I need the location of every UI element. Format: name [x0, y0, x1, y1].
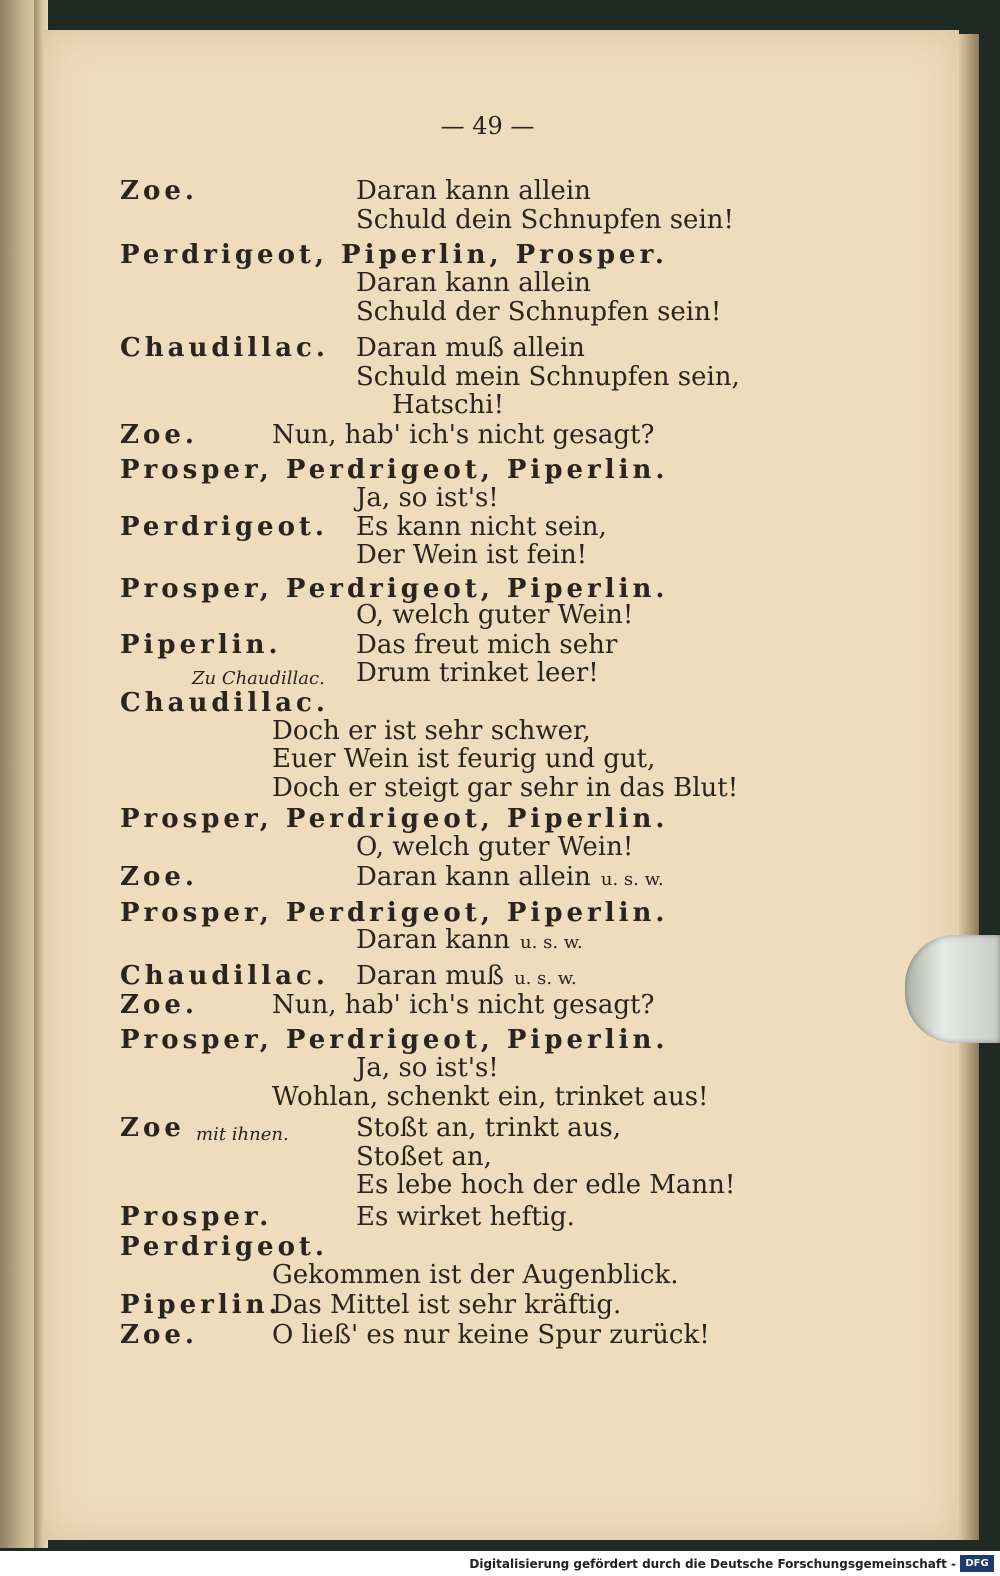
speaker-name: Zoe. [120, 1320, 198, 1350]
dialogue-line [356, 1202, 575, 1232]
speaker-name: Perdrigeot. [120, 512, 328, 542]
dialogue-text: Stoßt an, trinkt aus, [356, 1113, 622, 1143]
dialogue-text: Schuld dein Schnupfen sein! [356, 205, 734, 235]
dialogue-text: Daran muß allein [356, 333, 585, 363]
funding-credit: Digitalisierung gefördert durch die Deutsche Forschungsgemeinschaft - [469, 1557, 956, 1571]
dialogue-line [356, 658, 599, 688]
dialogue-line [356, 1053, 499, 1083]
footer-bar [0, 1551, 1000, 1576]
page-number: — 49 — [440, 112, 535, 140]
speaker-name: Zoe [120, 1113, 185, 1143]
dialogue-line [392, 390, 504, 420]
dialogue-line [356, 600, 633, 630]
dialogue-line [356, 862, 664, 895]
dialogue-text: Der Wein ist fein! [356, 540, 588, 570]
dialogue-line [356, 1142, 492, 1172]
dialogue-text: Ja, so ist's! [356, 1053, 499, 1083]
dialogue-text: Doch er ist sehr schwer, [272, 716, 591, 746]
page-stack-edge [959, 34, 979, 1540]
speaker-name: Zoe. [120, 862, 198, 892]
dialogue-text: Das freut mich sehr [356, 630, 618, 660]
dialogue-line [356, 483, 499, 513]
speaker-name: Prosper, Perdrigeot, Piperlin. [120, 574, 669, 604]
dialogue-line [272, 1320, 710, 1350]
speaker-name: Chaudillac. [120, 333, 329, 363]
dialogue-line [356, 630, 617, 660]
abbreviation: u. s. w. [600, 869, 664, 890]
dialogue-text: Schuld mein Schnupfen sein, [356, 362, 740, 392]
abbreviation: u. s. w. [514, 968, 577, 989]
dialogue-line [356, 333, 585, 363]
dialogue-line [356, 297, 721, 327]
dialogue-line [272, 990, 654, 1020]
dialogue-line [356, 176, 591, 206]
dialogue-line [356, 1170, 735, 1200]
speaker-name: Piperlin. [120, 1290, 282, 1320]
dialogue-text: Es wirket heftig. [356, 1202, 575, 1232]
dialogue-text: Drum trinket leer! [356, 658, 599, 688]
speaker-name: Chaudillac. [120, 961, 329, 991]
speaker-name: Piperlin. [120, 630, 282, 660]
dialogue-line [356, 540, 587, 570]
dialogue-line [272, 773, 738, 803]
dialogue-line [356, 205, 734, 235]
dialogue-text: Stoßet an, [356, 1142, 492, 1172]
dialogue-text: Daran kann allein [356, 176, 591, 206]
speaker-name: Perdrigeot, Piperlin, Prosper. [120, 240, 668, 270]
speaker-name: Zoe. [120, 420, 198, 450]
stage-direction-wrap [186, 1117, 289, 1150]
dialogue-text: Es lebe hoch der edle Mann! [356, 1170, 736, 1200]
speaker-name: Prosper, Perdrigeot, Piperlin. [120, 898, 669, 928]
stage-direction: Zu Chaudillac. [192, 668, 325, 689]
speaker-name: Prosper. [120, 1202, 273, 1232]
dialogue-text: Euer Wein ist feurig und gut, [272, 744, 656, 774]
dialogue-text: Doch er steigt gar sehr in das Blut! [272, 773, 739, 803]
abbreviation: u. s. w. [520, 932, 583, 953]
dialogue-text: Es kann nicht sein, [356, 512, 607, 542]
dialogue-text: Daran kann [356, 925, 511, 955]
dialogue-text: Schuld der Schnupfen sein! [356, 297, 722, 327]
dfg-logo-icon: DFG [960, 1555, 994, 1572]
speaker-name: Chaudillac. [120, 688, 329, 718]
dialogue-text: Wohlan, schenkt ein, trinket aus! [272, 1082, 709, 1112]
speaker-name: Prosper, Perdrigeot, Piperlin. [120, 804, 669, 834]
dialogue-text: Das Mittel ist sehr kräftig. [272, 1290, 622, 1320]
dialogue-line [356, 268, 591, 298]
speaker-name: Prosper, Perdrigeot, Piperlin. [120, 455, 669, 485]
dialogue-line [272, 420, 654, 450]
dialogue-line [356, 832, 633, 862]
speaker-name: Perdrigeot. [120, 1232, 328, 1262]
dialogue-line [356, 362, 740, 392]
dialogue-line [272, 744, 655, 774]
dialogue-text: O, welch guter Wein! [356, 600, 634, 630]
speaker-name: Prosper, Perdrigeot, Piperlin. [120, 1025, 669, 1055]
stage-direction: mit ihnen. [196, 1124, 289, 1145]
speaker-name: Zoe. [120, 990, 198, 1020]
dialogue-text: Daran muß [356, 961, 505, 991]
dialogue-line [272, 1082, 709, 1112]
dialogue-line [356, 1113, 621, 1143]
dialogue-text: Daran kann allein [356, 268, 591, 298]
dialogue-line [272, 1260, 679, 1290]
dialogue-text: O ließ' es nur keine Spur zurück! [272, 1320, 710, 1350]
dialogue-text: Ja, so ist's! [356, 483, 499, 513]
dialogue-text: Daran kann allein [356, 862, 591, 892]
dialogue-text: Nun, hab' ich's nicht gesagt? [272, 420, 655, 450]
page-clip-tab [905, 935, 1000, 1043]
dialogue-line [356, 512, 607, 542]
dialogue-text: Gekommen ist der Augenblick. [272, 1260, 679, 1290]
dialogue-line [356, 925, 583, 958]
dialogue-text: O, welch guter Wein! [356, 832, 634, 862]
dialogue-text: Nun, hab' ich's nicht gesagt? [272, 990, 655, 1020]
speaker-name: Zoe. [120, 176, 198, 206]
dialogue-line [272, 716, 591, 746]
dialogue-line [272, 1290, 621, 1320]
dialogue-text: Hatschi! [392, 390, 505, 420]
